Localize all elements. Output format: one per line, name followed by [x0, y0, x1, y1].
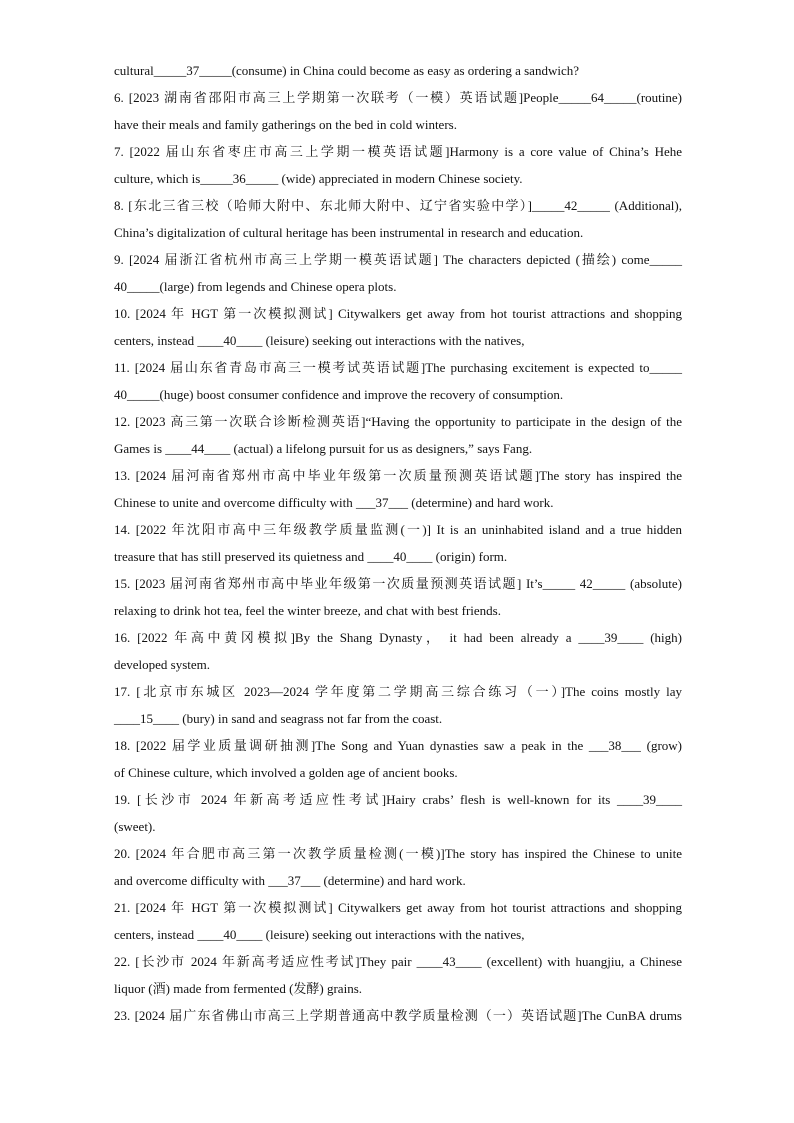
text-line: 10. [2024 年 HGT 第一次模拟测试] Citywalkers get away from hot tourist attractions and shopping: [114, 306, 682, 321]
text-line: Games is ____44____ (actual) a lifelong pursuit for us as designers,” says Fang.: [114, 441, 533, 456]
text-line: relaxing to drink hot tea, feel the winter breeze, and chat with best friends.: [114, 603, 501, 618]
text-line: liquor (酒) made from fermented (发酵) grains.: [114, 981, 363, 996]
text-line: (sweet).: [114, 819, 156, 834]
text-line: 15. [2023 届河南省郑州市高中毕业年级第一次质量预测英语试题] It’s_____ 42_____ (absolute): [114, 576, 682, 591]
text-line: centers, instead ____40____ (leisure) seeking out interactions with the natives,: [114, 333, 525, 348]
text-line: 12. [2023 高三第一次联合诊断检测英语]“Having the opportunity to participate in the design of the: [114, 414, 682, 429]
text-line: culture, which is_____36_____ (wide) appreciated in modern Chinese society.: [114, 171, 523, 186]
text-line: China’s digitalization of cultural heritage has been instrumental in research and education.: [114, 225, 584, 240]
text-line: 22. [长沙市 2024 年新高考适应性考试]They pair ____43____ (excellent) with huangjiu, a Chinese: [114, 954, 682, 969]
text-line: 20. [2024 年合肥市高三第一次教学质量检测(一模)]The story has inspired the Chinese to unite: [114, 846, 682, 861]
text-line: 11. [2024 届山东省青岛市高三一模考试英语试题]The purchasing excitement is expected to_____: [114, 360, 682, 375]
text-line: treasure that has still preserved its quietness and ____40____ (origin) form.: [114, 549, 508, 564]
text-line: 7. [2022 届山东省枣庄市高三上学期一模英语试题]Harmony is a core value of China’s Hehe: [114, 144, 682, 159]
text-line: 21. [2024 年 HGT 第一次模拟测试] Citywalkers get away from hot tourist attractions and shopping: [114, 900, 682, 915]
text-line: centers, instead ____40____ (leisure) seeking out interactions with the natives,: [114, 927, 525, 942]
text-line: 18. [2022 届学业质量调研抽测]The Song and Yuan dynasties saw a peak in the ___38___ (grow): [114, 738, 682, 753]
text-line: 17. [北京市东城区 2023—2024 学年度第二学期高三综合练习（一）]The coins mostly lay: [114, 684, 682, 699]
text-line: have their meals and family gatherings on the bed in cold winters.: [114, 117, 457, 132]
text-line: 6. [2023 湖南省邵阳市高三上学期第一次联考（一模）英语试题]People_____64_____(routine): [114, 90, 682, 105]
text-line: of Chinese culture, which involved a golden age of ancient books.: [114, 765, 458, 780]
text-line: ____15____ (bury) in sand and seagrass not far from the coast.: [114, 711, 443, 726]
text-line: Chinese to unite and overcome difficulty with ___37___ (determine) and hard work.: [114, 495, 554, 510]
text-line: 23. [2024 届广东省佛山市高三上学期普通高中教学质量检测（一）英语试题]The CunBA drums: [114, 1008, 682, 1023]
text-line: 9. [2024 届浙江省杭州市高三上学期一模英语试题] The characters depicted (描绘) come_____: [114, 252, 682, 267]
text-line: developed system.: [114, 657, 211, 672]
text-line: 16. [2022 年高中黄冈模拟]By the Shang Dynasty， it had been already a ____39____ (high): [114, 630, 682, 645]
text-line: 19. [长沙市 2024 年新高考适应性考试]Hairy crabs’ flesh is well-known for its ____39____: [114, 792, 682, 807]
text-line: 40_____(large) from legends and Chinese opera plots.: [114, 279, 397, 294]
text-line: 8. [东北三省三校（哈师大附中、东北师大附中、辽宁省实验中学）]_____42_____ (Additional),: [114, 198, 682, 213]
document-body: [114, 57, 682, 1029]
text-line: 14. [2022 年沈阳市高中三年级教学质量监测(一)] It is an uninhabited island and a true hidden: [114, 522, 682, 537]
text-line: cultural_____37_____(consume) in China could become as easy as ordering a sandwich?: [114, 63, 579, 78]
text-line: and overcome difficulty with ___37___ (determine) and hard work.: [114, 873, 466, 888]
text-line: 40_____(huge) boost consumer confidence and improve the recovery of consumption.: [114, 387, 564, 402]
text-line: 13. [2024 届河南省郑州市高中毕业年级第一次质量预测英语试题]The story has inspired the: [114, 468, 682, 483]
